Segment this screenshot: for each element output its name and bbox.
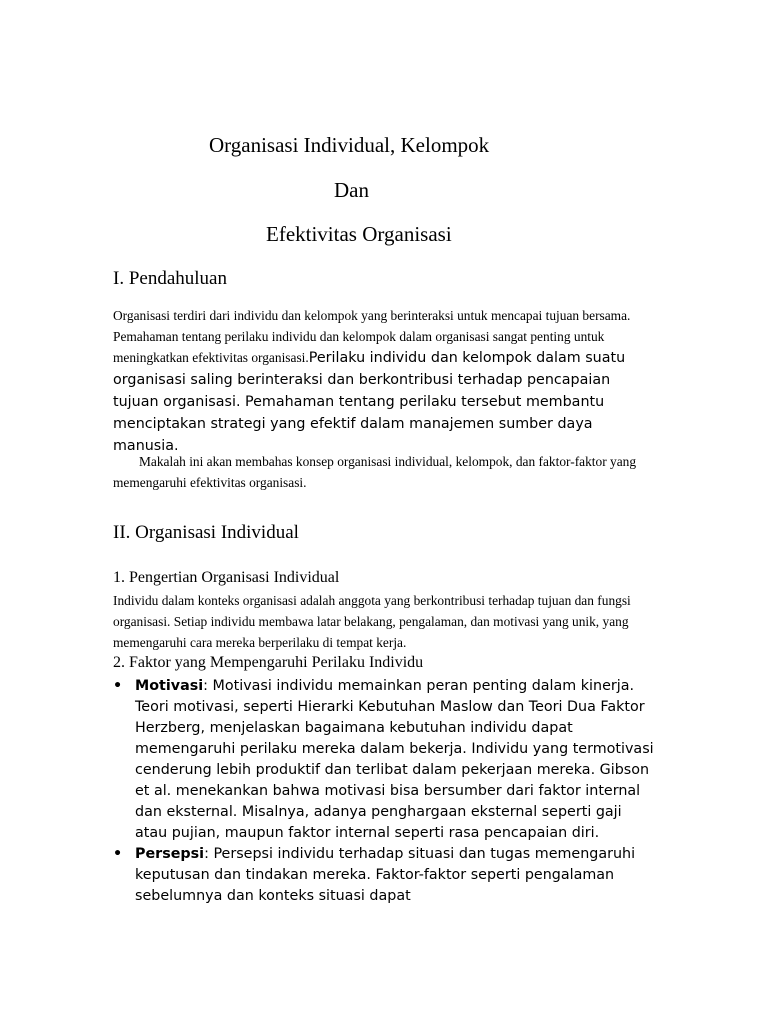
bullet-item-persepsi bbox=[113, 844, 658, 907]
paragraph-1-serif-text: Organisasi terdiri dari individu dan kelompok yang berinteraksi untuk mencapai tujuan bersama. Pemahaman tentang perilaku individu dan kelompok dalam organisasi sangat penting untuk meningkatkan efektivitas organisasi. bbox=[113, 308, 631, 365]
factor-bullet-list bbox=[113, 676, 658, 907]
subsection-1-heading: 1. Pengertian Organisasi Individual bbox=[113, 569, 340, 586]
section-1-paragraph-2: Makalah ini akan membahas konsep organisasi individual, kelompok, dan faktor-faktor yang memengaruhi efektivitas organisasi. bbox=[113, 454, 637, 490]
bullet-item-motivasi bbox=[113, 676, 658, 844]
section-2-heading: II. Organisasi Individual bbox=[113, 522, 299, 543]
document-title-line-3: Efektivitas Organisasi bbox=[266, 222, 452, 246]
bullet-term: Motivasi bbox=[135, 678, 204, 694]
paragraph-1-sans-text: Perilaku individu dan kelompok dalam suatu organisasi saling berinteraksi dan berkontribusi terhadap pencapaian tujuan organisasi. Pemahaman tentang perilaku tersebut membantu menciptakan strategi yang efektif dalam manajemen sumber daya manusia. bbox=[113, 350, 626, 454]
bullet-text: : Persepsi individu terhadap situasi dan tugas memengaruhi keputusan dan tindakan mereka. Faktor-faktor seperti pengalaman sebelumnya dan konteks situasi dapat bbox=[135, 846, 636, 904]
bullet-term: Persepsi bbox=[135, 846, 205, 862]
section-1-paragraph-1 bbox=[113, 305, 658, 457]
bullet-icon: • bbox=[113, 846, 123, 862]
bullet-text: : Motivasi individu memainkan peran penting dalam kinerja. Teori motivasi, seperti Hierarki Kebutuhan Maslow dan Teori Dua Faktor Herzberg, menjelaskan bagaimana kebutuhan individu dapat memengaruhi perilaku mereka dalam bekerja. Individu yang termotivasi cenderung lebih produktif dan terlibat dalam pekerjaan mereka. Gibson et al. menekankan bahwa motivasi bisa bersumber dari faktor internal dan eksternal. Misalnya, adanya penghargaan eksternal seperti gaji atau pujian, maupun faktor internal seperti rasa pencapaian diri. bbox=[135, 678, 654, 841]
document-title-line-2: Dan bbox=[334, 178, 369, 202]
subsection-1-text: Individu dalam konteks organisasi adalah anggota yang berkontribusi terhadap tujuan dan fungsi organisasi. Setiap individu membawa latar belakang, pengalaman, dan motivasi yang unik, yang memengaruhi cara mereka berperilaku di tempat kerja. bbox=[113, 593, 631, 650]
subsection-2-heading: 2. Faktor yang Mempengaruhi Perilaku Individu bbox=[113, 654, 424, 671]
bullet-icon: • bbox=[113, 678, 123, 694]
document-title-line-1: Organisasi Individual, Kelompok bbox=[209, 133, 490, 157]
section-1-heading: I. Pendahuluan bbox=[113, 268, 227, 289]
